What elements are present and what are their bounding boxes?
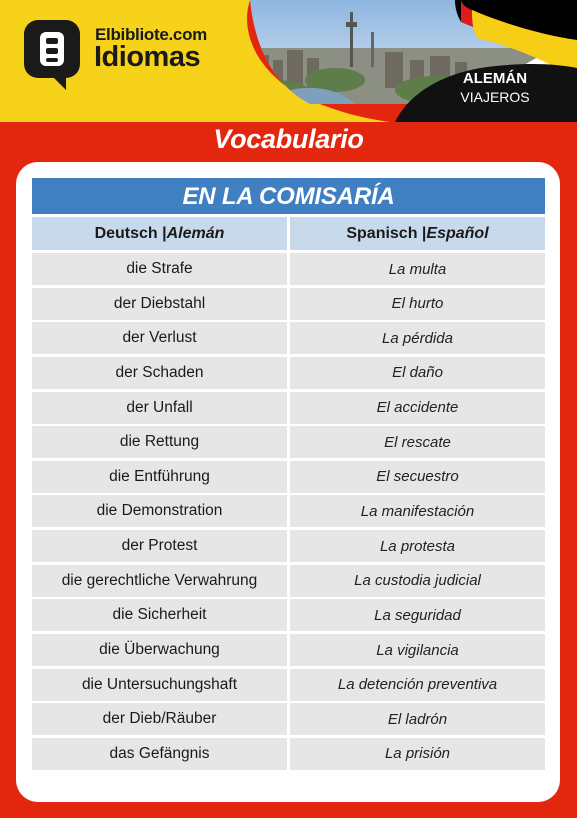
table-row bbox=[32, 495, 545, 527]
chat-bubble-logo-icon bbox=[22, 18, 82, 90]
vocabulary-table bbox=[32, 253, 545, 773]
spanish-term: La pérdida bbox=[290, 322, 545, 354]
spanish-term: La protesta bbox=[290, 530, 545, 562]
spanish-term: La detención preventiva bbox=[290, 669, 545, 701]
german-term: das Gefängnis bbox=[32, 738, 287, 770]
column-header-spanish-main: Spanisch | bbox=[346, 224, 427, 242]
german-term: die Überwachung bbox=[32, 634, 287, 666]
spanish-term: La vigilancia bbox=[290, 634, 545, 666]
column-header-spanish-emph: Español bbox=[426, 224, 489, 242]
table-row bbox=[32, 634, 545, 666]
german-term: der Schaden bbox=[32, 357, 287, 389]
spanish-term: El daño bbox=[290, 357, 545, 389]
table-header bbox=[32, 217, 545, 250]
spanish-term: El rescate bbox=[290, 426, 545, 458]
section-title: Vocabulario bbox=[213, 124, 364, 154]
spanish-term: El ladrón bbox=[290, 703, 545, 735]
table-row bbox=[32, 357, 545, 389]
table-title: EN LA COMISARÍA bbox=[32, 178, 545, 214]
german-term: die Sicherheit bbox=[32, 599, 287, 631]
table-row bbox=[32, 599, 545, 631]
column-header-german-main: Deutsch | bbox=[94, 224, 167, 242]
course-badge bbox=[440, 70, 550, 106]
table-row bbox=[32, 565, 545, 597]
german-term: die Entführung bbox=[32, 461, 287, 493]
german-term: die Rettung bbox=[32, 426, 287, 458]
german-term: die Untersuchungshaft bbox=[32, 669, 287, 701]
table-row bbox=[32, 530, 545, 562]
table-row bbox=[32, 703, 545, 735]
page-header bbox=[0, 0, 577, 122]
german-term: der Protest bbox=[32, 530, 287, 562]
spanish-term: La prisión bbox=[290, 738, 545, 770]
german-term: der Diebstahl bbox=[32, 288, 287, 320]
table-row bbox=[32, 669, 545, 701]
table-row bbox=[32, 426, 545, 458]
german-term: die Demonstration bbox=[32, 495, 287, 527]
spanish-term: La multa bbox=[290, 253, 545, 285]
column-header-german-emph: Alemán bbox=[166, 224, 225, 242]
table-row bbox=[32, 461, 545, 493]
spanish-term: El accidente bbox=[290, 392, 545, 424]
spanish-term: El secuestro bbox=[290, 461, 545, 493]
german-term: der Unfall bbox=[32, 392, 287, 424]
spanish-term: El hurto bbox=[290, 288, 545, 320]
spanish-term: La custodia judicial bbox=[290, 565, 545, 597]
german-term: der Dieb/Räuber bbox=[32, 703, 287, 735]
brand-name: Idiomas bbox=[94, 41, 201, 73]
table-row bbox=[32, 288, 545, 320]
table-row bbox=[32, 253, 545, 285]
german-term: die Strafe bbox=[32, 253, 287, 285]
german-term: die gerechtliche Verwahrung bbox=[32, 565, 287, 597]
table-row bbox=[32, 392, 545, 424]
german-term: der Verlust bbox=[32, 322, 287, 354]
badge-language: ALEMÁN bbox=[462, 70, 528, 87]
spanish-term: La seguridad bbox=[290, 599, 545, 631]
column-header-spanish bbox=[290, 217, 545, 250]
table-row bbox=[32, 738, 545, 770]
table-row bbox=[32, 322, 545, 354]
spanish-term: La manifestación bbox=[290, 495, 545, 527]
badge-level: VIAJEROS bbox=[460, 89, 530, 105]
column-header-german bbox=[32, 217, 287, 250]
brand-site[interactable]: Elbibliote.com bbox=[95, 25, 207, 44]
